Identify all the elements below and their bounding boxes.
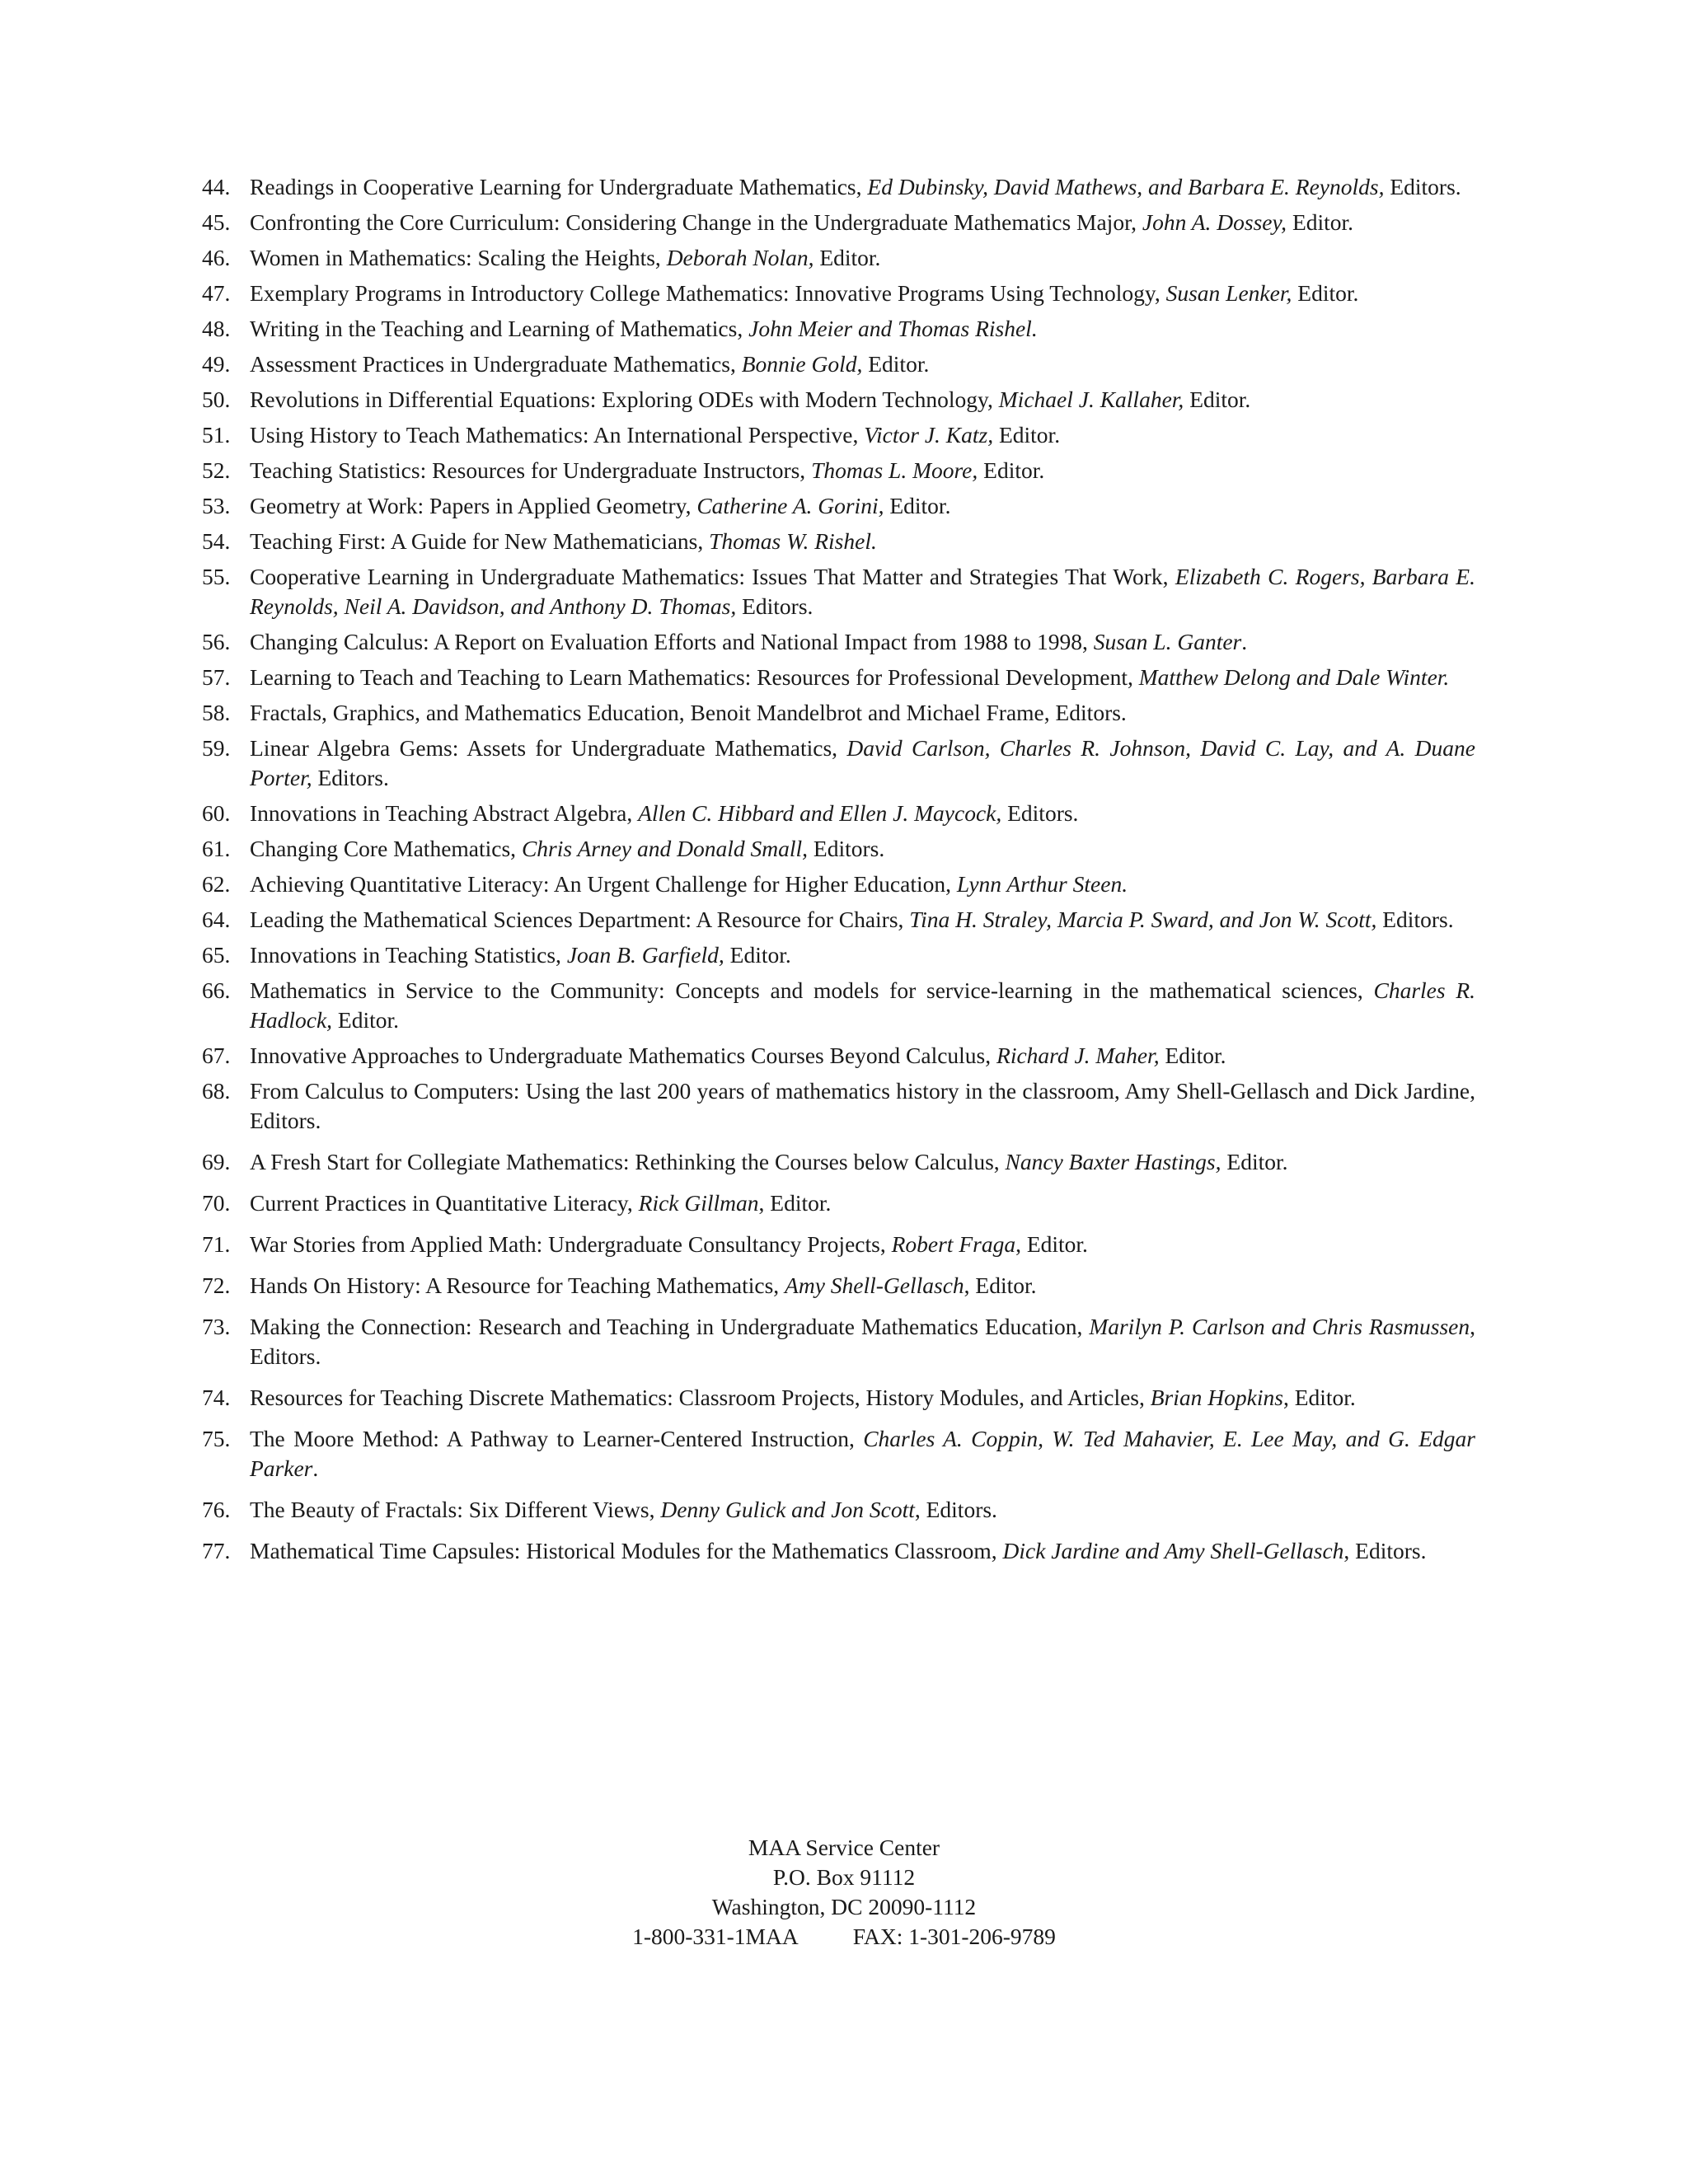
entry-editors: David Carlson, Charles R. Johnson, David C. Lay, and A. Duane Porter, [250, 735, 1475, 790]
list-item [202, 208, 1475, 237]
entry-editors: John A. Dossey, [1142, 209, 1287, 235]
entry-title: Confronting the Core Curriculum: Considering Change in the Undergraduate Mathematics Major, [250, 209, 1142, 235]
list-item [202, 349, 1475, 379]
entry-number: 64. [202, 907, 231, 932]
entry-title: Geometry at Work: Papers in Applied Geometry, [250, 493, 697, 518]
entry-text [250, 349, 1475, 379]
entry-text [250, 976, 1475, 1035]
footer-po-box: P.O. Box 91112 [772, 1864, 916, 1890]
entry-suffix: . [1241, 629, 1248, 654]
entry-editors: Susan L. Ganter [1093, 629, 1242, 654]
entry-text [250, 799, 1475, 828]
entry-text [250, 1312, 1475, 1371]
entry-number: 55. [202, 564, 231, 589]
entry-editors: Amy Shell-Gellasch [785, 1272, 964, 1298]
list-item [202, 834, 1475, 864]
list-item [202, 1383, 1475, 1413]
entry-text [250, 663, 1475, 692]
entry-number: 60. [202, 800, 231, 826]
list-item [202, 733, 1475, 793]
entry-text [250, 1188, 1475, 1218]
entry-suffix: , Editor. [758, 1190, 832, 1216]
entry-title: Teaching Statistics: Resources for Undergraduate Instructors, [250, 457, 812, 483]
entry-editors: Richard J. Maher, [996, 1043, 1160, 1068]
entry-suffix: Editors. [1384, 174, 1461, 199]
list-item [202, 1495, 1475, 1525]
entry-editors: Chris Arney and Donald Small, [521, 836, 809, 861]
entry-editors: Allen C. Hibbard and Ellen J. Maycock, [638, 800, 1002, 826]
list-item [202, 940, 1475, 970]
list-item [202, 243, 1475, 273]
entry-title: Teaching First: A Guide for New Mathematicians, [250, 528, 710, 554]
entry-number: 59. [202, 735, 231, 761]
list-item [202, 976, 1475, 1035]
list-item [202, 663, 1475, 692]
entry-number: 57. [202, 664, 231, 690]
entry-number: 61. [202, 836, 231, 861]
list-item [202, 1076, 1475, 1136]
entry-title: Resources for Teaching Discrete Mathematics: Classroom Projects, History Modules, and Articles, [250, 1385, 1151, 1410]
entry-text [250, 733, 1475, 793]
entry-number: 65. [202, 942, 231, 968]
entry-editors: Victor J. Katz, [864, 422, 994, 448]
entry-editors: Thomas W. Rishel. [709, 528, 877, 554]
footer-org-name: MAA Service Center [748, 1835, 940, 1860]
entry-title: Leading the Mathematical Sciences Department: A Resource for Chairs, [250, 907, 910, 932]
entry-text [250, 279, 1475, 308]
entry-text [250, 243, 1475, 273]
entry-text [250, 491, 1475, 521]
entry-title: Changing Calculus: A Report on Evaluation Efforts and National Impact from 1988 to 1998, [250, 629, 1094, 654]
list-item [202, 562, 1475, 621]
entry-title: Revolutions in Differential Equations: Exploring ODEs with Modern Technology, [250, 387, 999, 412]
entry-number: 48. [202, 316, 231, 341]
entry-text [250, 1076, 1475, 1136]
entry-suffix: Editors. [312, 765, 389, 790]
list-item [202, 385, 1475, 415]
entry-suffix: Editor. [1287, 209, 1354, 235]
entry-number: 51. [202, 422, 231, 448]
entry-title: Innovative Approaches to Undergraduate Mathematics Courses Beyond Calculus, [250, 1043, 997, 1068]
entry-editors: Rick Gillman [638, 1190, 759, 1216]
entry-title: A Fresh Start for Collegiate Mathematics: Rethinking the Courses below Calculus, [250, 1149, 1006, 1174]
entry-text [250, 527, 1475, 556]
entry-suffix: Editor. [1292, 280, 1359, 306]
entry-editors: Dick Jardine and Amy Shell-Gellasch [1002, 1538, 1344, 1563]
entry-editors: Charles A. Coppin, W. Ted Mahavier, E. Lee May, and G. Edgar Parker [250, 1426, 1475, 1481]
entry-title: Assessment Practices in Undergraduate Mathematics, [250, 351, 742, 377]
entry-editors: Thomas L. Moore, [811, 457, 978, 483]
list-item [202, 905, 1475, 935]
entry-title: Mathematical Time Capsules: Historical Modules for the Mathematics Classroom, [250, 1538, 1003, 1563]
entry-title: Innovations in Teaching Abstract Algebra, [250, 800, 639, 826]
entry-text [250, 869, 1475, 899]
entry-number: 49. [202, 351, 231, 377]
entry-number: 77. [202, 1538, 231, 1563]
entry-editors: John Meier and Thomas Rishel. [748, 316, 1038, 341]
entry-editors: Matthew Delong and Dale Winter. [1138, 664, 1450, 690]
entry-text [250, 456, 1475, 485]
list-item [202, 869, 1475, 899]
entry-title: The Moore Method: A Pathway to Learner-Centered Instruction, [250, 1426, 864, 1451]
entry-suffix: , Editors. [250, 1314, 1475, 1369]
entry-number: 69. [202, 1149, 231, 1174]
entry-editors: Brian Hopkins [1150, 1385, 1283, 1410]
entry-text [250, 905, 1475, 935]
entry-text [250, 1495, 1475, 1525]
list-item [202, 1312, 1475, 1371]
entry-number: 75. [202, 1426, 231, 1451]
entry-text [250, 1383, 1475, 1413]
entry-title: Current Practices in Quantitative Literacy, [250, 1190, 639, 1216]
entry-text [250, 1230, 1475, 1259]
entry-number: 68. [202, 1078, 231, 1104]
contact-footer [0, 1833, 1688, 1952]
entry-number: 56. [202, 629, 231, 654]
entry-number: 54. [202, 528, 231, 554]
entry-title: Exemplary Programs in Introductory College Mathematics: Innovative Programs Using Technology, [250, 280, 1166, 306]
entry-suffix: Editor. [884, 493, 951, 518]
entry-number: 46. [202, 245, 231, 270]
entry-suffix: , Editors. [914, 1497, 997, 1522]
footer-city: Washington, DC 20090-1112 [711, 1894, 977, 1919]
entry-title: Achieving Quantitative Literacy: An Urgent Challenge for Higher Education, [250, 871, 957, 897]
list-item [202, 1536, 1475, 1566]
entry-suffix: Editors. [808, 836, 885, 861]
entry-number: 62. [202, 871, 231, 897]
list-item [202, 627, 1475, 657]
list-item [202, 279, 1475, 308]
entry-editors: Tina H. Straley, Marcia P. Sward, and Jon W. Scott, [909, 907, 1377, 932]
list-item [202, 1147, 1475, 1177]
entry-suffix: Editor. [1159, 1043, 1226, 1068]
entry-suffix: , Editors. [1343, 1538, 1427, 1563]
entry-editors: Marilyn P. Carlson and Chris Rasmussen [1089, 1314, 1470, 1339]
entry-editors: Robert Fraga [891, 1231, 1016, 1257]
entry-text [250, 1147, 1475, 1177]
entry-editors: Michael J. Kallaher, [998, 387, 1184, 412]
entry-text [250, 627, 1475, 657]
entry-text [250, 562, 1475, 621]
entry-text [250, 834, 1475, 864]
entry-suffix: Editor. [724, 942, 791, 968]
entry-number: 45. [202, 209, 231, 235]
entry-title: Fractals, Graphics, and Mathematics Education, Benoit Mandelbrot and Michael Frame, Editors. [250, 700, 1127, 725]
entry-suffix: Editor. [814, 245, 881, 270]
entry-suffix: Editor. [993, 422, 1061, 448]
entry-title: The Beauty of Fractals: Six Different Views, [250, 1497, 661, 1522]
entry-title: Readings in Cooperative Learning for Undergraduate Mathematics, [250, 174, 868, 199]
entry-number: 71. [202, 1231, 231, 1257]
series-list [202, 172, 1475, 1572]
entry-title: Cooperative Learning in Undergraduate Mathematics: Issues That Matter and Strategies That Work, [250, 564, 1175, 589]
entry-editors: Charles R. Hadlock, [250, 977, 1476, 1033]
entry-number: 70. [202, 1190, 231, 1216]
entry-editors: Lynn Arthur Steen. [956, 871, 1128, 897]
entry-title: Mathematics in Service to the Community: Concepts and models for service-learning in the mathematical sciences, [250, 977, 1374, 1003]
list-item [202, 1271, 1475, 1301]
entry-number: 50. [202, 387, 231, 412]
entry-title: Changing Core Mathematics, [250, 836, 522, 861]
list-item [202, 1424, 1475, 1483]
entry-suffix: , Editor. [1282, 1385, 1356, 1410]
entry-text [250, 1424, 1475, 1483]
entry-number: 72. [202, 1272, 231, 1298]
entry-editors: Denny Gulick and Jon Scott [660, 1497, 915, 1522]
list-item [202, 1041, 1475, 1071]
footer-phone-line [0, 1922, 1688, 1952]
entry-number: 73. [202, 1314, 231, 1339]
list-item [202, 456, 1475, 485]
entry-title: Innovations in Teaching Statistics, [250, 942, 567, 968]
entry-suffix: Editors. [1001, 800, 1079, 826]
entry-title: Linear Algebra Gems: Assets for Undergraduate Mathematics, [250, 735, 847, 761]
entry-number: 58. [202, 700, 231, 725]
entry-text [250, 1041, 1475, 1071]
entry-number: 44. [202, 174, 231, 199]
entry-suffix: Editor. [1221, 1149, 1288, 1174]
entry-suffix: Editor. [1184, 387, 1251, 412]
entry-editors: Ed Dubinsky, David Mathews, and Barbara E. Reynolds, [867, 174, 1385, 199]
entry-editors: Deborah Nolan, [666, 245, 814, 270]
entry-editors: Catherine A. Gorini, [696, 493, 884, 518]
footer-fax: FAX: 1-301-206-9789 [852, 1924, 1056, 1949]
entry-text [250, 385, 1475, 415]
entry-title: War Stories from Applied Math: Undergraduate Consultancy Projects, [250, 1231, 892, 1257]
list-item [202, 1188, 1475, 1218]
list-item [202, 172, 1475, 202]
entry-suffix: Editor. [862, 351, 930, 377]
entry-editors: Elizabeth C. Rogers, Barbara E. Reynolds, Neil A. Davidson, and Anthony D. Thomas, [250, 564, 1475, 619]
entry-suffix: Editor. [332, 1007, 400, 1033]
entry-text [250, 940, 1475, 970]
entry-title: From Calculus to Computers: Using the last 200 years of mathematics history in the classroom, Amy Shell-Gellasch and Dick Jardine, Editors. [250, 1078, 1475, 1133]
entry-title: Women in Mathematics: Scaling the Heights, [250, 245, 667, 270]
entry-suffix: , Editor. [964, 1272, 1037, 1298]
entry-editors: Susan Lenker, [1165, 280, 1292, 306]
entry-number: 52. [202, 457, 231, 483]
entry-text [250, 420, 1475, 450]
entry-number: 53. [202, 493, 231, 518]
list-item [202, 799, 1475, 828]
entry-suffix: . [312, 1455, 319, 1481]
entry-title: Using History to Teach Mathematics: An International Perspective, [250, 422, 865, 448]
list-item [202, 314, 1475, 344]
entry-suffix: Editors. [736, 593, 814, 619]
entry-number: 47. [202, 280, 231, 306]
entry-number: 74. [202, 1385, 231, 1410]
entry-suffix: Editor. [978, 457, 1045, 483]
entry-title: Hands On History: A Resource for Teaching Mathematics, [250, 1272, 785, 1298]
list-item [202, 420, 1475, 450]
entry-text [250, 1271, 1475, 1301]
list-item [202, 1230, 1475, 1259]
entry-suffix: Editors. [1376, 907, 1454, 932]
list-item [202, 698, 1475, 728]
entry-number: 67. [202, 1043, 231, 1068]
entry-editors: Joan B. Garfield, [566, 942, 724, 968]
entry-text [250, 208, 1475, 237]
entry-editors: Bonnie Gold, [741, 351, 863, 377]
entry-suffix: , Editor. [1015, 1231, 1088, 1257]
entry-text [250, 698, 1475, 728]
entry-text [250, 172, 1475, 202]
entry-title: Writing in the Teaching and Learning of Mathematics, [250, 316, 749, 341]
entry-title: Making the Connection: Research and Teaching in Undergraduate Mathematics Education, [250, 1314, 1090, 1339]
entry-number: 66. [202, 977, 231, 1003]
list-item [202, 491, 1475, 521]
entry-number: 76. [202, 1497, 231, 1522]
entry-text [250, 1536, 1475, 1566]
footer-phone: 1-800-331-1MAA [632, 1924, 799, 1949]
entry-editors: Nancy Baxter Hastings, [1005, 1149, 1221, 1174]
list-item [202, 527, 1475, 556]
entry-text [250, 314, 1475, 344]
entry-title: Learning to Teach and Teaching to Learn Mathematics: Resources for Professional Development, [250, 664, 1139, 690]
